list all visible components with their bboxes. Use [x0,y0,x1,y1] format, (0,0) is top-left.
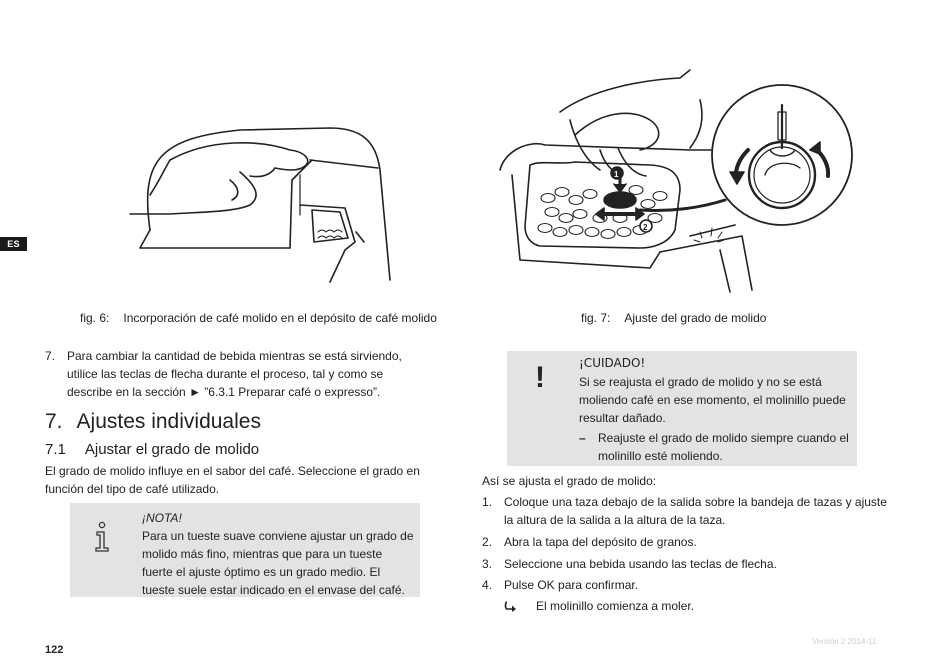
exclamation-icon: ! [535,361,545,394]
fig7-marker-2: 2 [643,223,648,232]
left-step-7 [45,347,425,401]
figures-illustrations [0,0,950,300]
info-icon [92,521,112,553]
caution-title: ¡CUIDADO! [579,356,646,370]
step-number: 7. [45,349,56,363]
caution-bullet-text: Reajuste el grado de molido siempre cuando el molinillo esté moliendo. [598,431,849,463]
fig7-label: fig. 7: [581,311,611,325]
list-item [482,533,887,551]
subsection-number: 7.1 [45,441,66,458]
result-text: El molinillo comienza a moler. [536,599,695,613]
step-text: Coloque una taza debajo de la salida sobre la bandeja de tazas y ajuste la altura de la salida a la altura de la taza. [504,495,887,527]
fig7-marker-1: 1 [614,170,619,179]
caution-box [507,351,857,466]
caution-text: Si se reajusta el grado de molido y no se está moliendo café en ese momento, el molinillo puede resultar dañado. [579,375,846,425]
note-box [70,503,420,597]
step-number: 1. [482,495,493,509]
step-text: Para cambiar la cantidad de bebida mientras se está sirviendo, utilice las teclas de flecha durante el proceso, tal y como se describe en la sección ► ”6.3.1 Preparar café o expresso”. [67,349,402,399]
fig7-illustration [500,70,852,292]
fig6-illustration [130,128,390,282]
result-line [504,597,884,615]
fig7-text: Ajuste del grado de molido [624,311,767,325]
fig6-caption [80,311,437,325]
fig7-caption [581,311,766,325]
fig6-label: fig. 6: [80,311,110,325]
dash-marker: – [579,431,586,445]
section-number: 7. [45,410,63,433]
section-heading [45,410,261,434]
how-to-title: Así se ajusta el grado de molido: [482,474,657,488]
note-title: ¡NOTA! [142,511,182,525]
result-arrow-icon [504,600,518,612]
version-label: Versión 2 2014-11 [812,637,877,646]
step-number: 4. [482,578,493,592]
intro-paragraph: El grado de molido influye en el sabor del café. Seleccione el grado en función del tipo de café utilizado. [45,464,420,496]
page-number: 122 [45,644,64,656]
caution-bullet [579,429,851,465]
step-number: 2. [482,535,493,549]
list-item [482,493,887,529]
note-text: Para un tueste suave conviene ajustar un grado de molido más fino, mientras que para un tueste fuerte el ajuste óptimo es un grado medio. El tueste suele estar indicado en el envase del café. [142,529,414,597]
list-item [482,555,887,573]
language-tab: ES [0,237,27,251]
step-text: Abra la tapa del depósito de granos. [504,535,697,549]
section-title: Ajustes individuales [76,410,261,433]
step-number: 3. [482,557,493,571]
step-text: Seleccione una bebida usando las teclas de flecha. [504,557,777,571]
subsection-heading [45,441,259,458]
fig6-text: Incorporación de café molido en el depósito de café molido [123,311,437,325]
list-item [482,576,887,594]
step-text: Pulse OK para confirmar. [504,578,639,592]
subsection-title: Ajustar el grado de molido [84,441,260,458]
